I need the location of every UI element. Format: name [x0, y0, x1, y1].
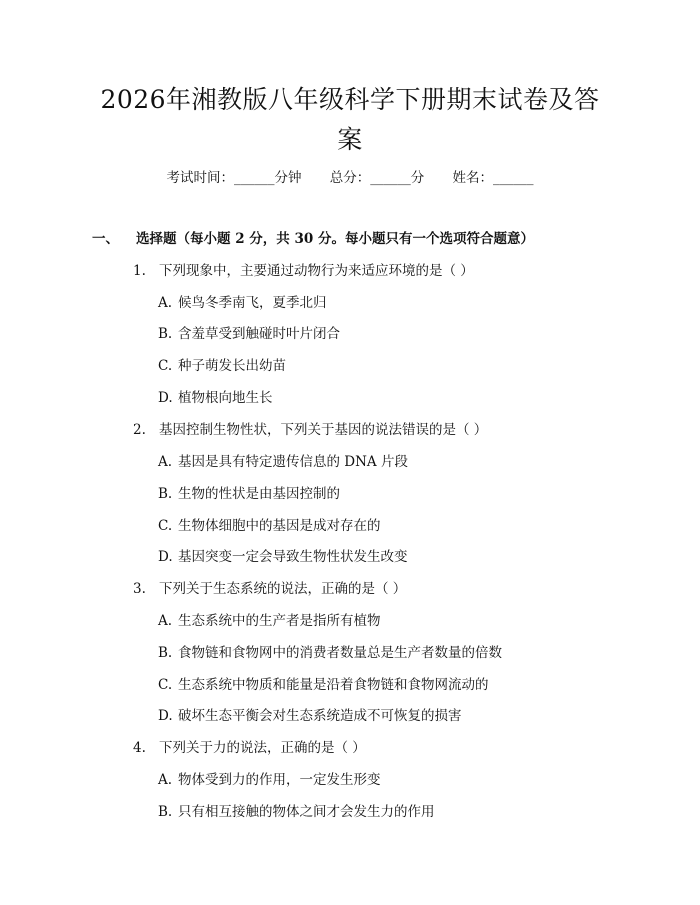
question-stem — [133, 579, 406, 599]
option-text: 物体受到力的作用，一定发生形变 — [178, 772, 381, 788]
answer-option — [158, 324, 340, 344]
page-title — [0, 80, 700, 160]
question-text: 下列关于力的说法，正确的是（ ） — [159, 740, 366, 756]
answer-option — [158, 388, 273, 408]
question-text: 下列关于生态系统的说法，正确的是（ ） — [159, 581, 407, 597]
option-text: 生态系统中物质和能量是沿着食物链和食物网流动的 — [178, 677, 489, 693]
option-text: 植物根向地生长 — [178, 390, 273, 406]
option-text: 基因是具有特定遗传信息的 DNA 片段 — [178, 454, 408, 470]
total-score-field: 总分：______分 — [329, 170, 425, 186]
question-number: 3. — [133, 581, 146, 597]
option-text: 含羞草受到触碰时叶片闭合 — [178, 326, 340, 342]
answer-option — [158, 643, 502, 663]
option-text: 基因突变一定会导致生物性状发生改变 — [178, 549, 408, 565]
option-letter: A. — [158, 454, 173, 470]
question-number: 4. — [133, 740, 146, 756]
option-letter: D. — [158, 390, 173, 406]
option-letter: D. — [158, 708, 173, 724]
option-text: 食物链和食物网中的消费者数量总是生产者数量的倍数 — [178, 645, 502, 661]
answer-option — [158, 706, 462, 726]
exam-time-field: 考试时间：______分钟 — [166, 170, 302, 186]
answer-option — [158, 484, 340, 504]
option-text: 生态系统中的生产者是指所有植物 — [178, 613, 381, 629]
option-letter: A. — [158, 295, 173, 311]
section-title: 选择题（每小题 2 分，共 30 分。每小题只有一个选项符合题意） — [136, 231, 534, 247]
option-letter: C. — [158, 677, 173, 693]
option-text: 生物的性状是由基因控制的 — [178, 486, 340, 502]
question-text: 下列现象中，主要通过动物行为来适应环境的是（ ） — [159, 263, 474, 279]
question-text: 基因控制生物性状，下列关于基因的说法错误的是（ ） — [159, 422, 488, 438]
option-letter: A. — [158, 772, 173, 788]
answer-option — [158, 516, 381, 536]
option-letter: C. — [158, 518, 173, 534]
answer-option — [158, 356, 286, 376]
title-line-1: 2026年湘教版八年级科学下册期末试卷及答 — [100, 85, 600, 114]
option-text: 破坏生态平衡会对生态系统造成不可恢复的损害 — [178, 708, 462, 724]
option-text: 只有相互接触的物体之间才会发生力的作用 — [178, 804, 435, 820]
option-text: 生物体细胞中的基因是成对存在的 — [178, 518, 381, 534]
question-stem — [133, 738, 366, 758]
option-letter: B. — [158, 804, 173, 820]
option-letter: C. — [158, 358, 173, 374]
question-number: 2. — [133, 422, 146, 438]
title-line-2: 案 — [337, 125, 363, 154]
option-text: 种子萌发长出幼苗 — [178, 358, 286, 374]
answer-option — [158, 547, 408, 567]
answer-option — [158, 452, 408, 472]
answer-option — [158, 611, 381, 631]
option-text: 候鸟冬季南飞，夏季北归 — [178, 295, 327, 311]
answer-option — [158, 293, 327, 313]
option-letter: A. — [158, 613, 173, 629]
question-stem — [133, 420, 487, 440]
student-name-field: 姓名：______ — [452, 170, 534, 186]
answer-option — [158, 802, 435, 822]
answer-option — [158, 770, 381, 790]
question-number: 1. — [133, 263, 146, 279]
exam-meta — [0, 168, 700, 188]
option-letter: B. — [158, 486, 173, 502]
section-heading — [92, 229, 534, 249]
question-stem — [133, 261, 474, 281]
option-letter: B. — [158, 326, 173, 342]
answer-option — [158, 675, 489, 695]
option-letter: D. — [158, 549, 173, 565]
option-letter: B. — [158, 645, 173, 661]
section-number: 一、 — [92, 231, 119, 247]
